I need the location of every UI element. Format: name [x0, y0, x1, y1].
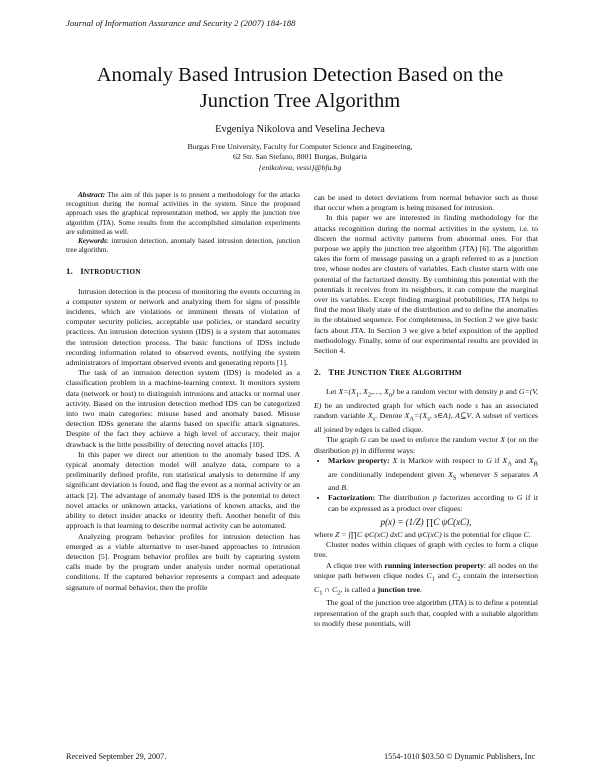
copyright-notice: 1554-1010 $03.50 © Dynamic Publishers, Inc [384, 752, 536, 761]
abstract-text: The aim of this paper is to present a methodology for the attacks recognition during the normal activities in the system. Since the proposed approach uses the graphical representation method, we apply the junction tree algorithm (JTA). Some results from the accomplished simulation experiments are submitted as well. [66, 191, 300, 236]
factorization-item: • Factorization: The distribution p factorizes according to G if it can be expressed as a product over cliques: [328, 493, 538, 513]
jta-paragraph-3: Cluster nodes within cliques of graph with cycles to form a clique tree. [314, 540, 538, 560]
title-line-1: Anomaly Based Intrusion Detection Based on the [96, 64, 504, 86]
jta-paragraph-2: The graph G can be used to enforce the random vector X (or on the distribution p) in different ways: [314, 435, 538, 455]
author-email: {enikolova, vessi}@bfu.bg [258, 162, 342, 172]
right-column [314, 193, 538, 629]
intro-paragraph-1: Intrusion detection is the process of monitoring the events occurring in a computer system or network and analyzing them for signs of possible incidents, which are violations or imminent threats of violation of computer security policies, acceptable use policies, or standard security practices. An intrusion detection system (IDS) is a system that automates the intrusion detection process. The basic functions of IDSs include recording information related to observed events, notifying the system administrators of important observed events and generating reports [1]. [66, 286, 300, 368]
keywords-text: : intrusion detection, anomaly based intrusion detection, junction tree algorithm. [66, 237, 300, 255]
right-paragraph-1: can be used to detect deviations from normal behavior such as those that occur when a program is being misused for intrusion. [314, 193, 538, 213]
abstract-label: Abstract: [78, 191, 106, 199]
jta-paragraph-1: Let $X=(X_1$, $X_2,\dots$, $X_n$) be a random vector with density p and G=(V, E) be an undirected graph for which each node s has an associated random variable $X_s$. Denote $X_A=\{X_s$, s∈A}, A⊆V. A subset of vertices all joined by edges is called clique. [314, 387, 539, 435]
left-column [66, 191, 300, 593]
affiliation-line-1: Burgas Free University, Faculty for Computer Science and Engineering, [187, 142, 413, 151]
affiliation [0, 142, 600, 173]
factorization-equation: p(x) = (1/Z) ∏C ψC(xC), [380, 516, 472, 527]
section-2-heading: 2. THE JUNCTION TREE ALGORITHM [314, 367, 462, 378]
keywords-label: Keywords [78, 237, 107, 246]
running-head: Journal of Information Assurance and Security 2 (2007) 184-188 [66, 18, 296, 28]
intro-paragraph-4: Analyzing program behavior profiles for intrusion detection has emerged as a viable alternative to user-based approaches to intrusion detection [5]. Program behavior profiles are built by capturing system calls made by the program under analysis under normal operational conditions. If the captured behavior represents a compact and adequate signature of normal behavior, then the profile [66, 531, 300, 592]
property-list [314, 456, 538, 514]
keywords [66, 237, 300, 255]
title-line-2: Junction Tree Algorithm [199, 90, 401, 112]
received-date: Received September 29, 2007. [66, 752, 167, 761]
jta-paragraph-4: A clique tree with running intersection property: all nodes on the unique path between clique nodes $C_1$ and $C_2$ contain the intersection $C_1$ ∩ $C_2$, is called a junction tree. [314, 560, 539, 597]
intro-paragraph-3: In this paper we direct our attention to the anomaly based IDS. A typical anomaly detection model will analyze data, compare to a preliminarily defined profile, run statistical analysis to determine if any significant deviation is found, and flag the event as a normal activity or an attack [2]. The advantage of anomaly based IDS is the potential to detect novel attacks or unknown attacks, variations of known attacks, and the ability to detect insider attacks or identity theft. Another benefit of this approach is that learning to describe normal activity can be automated. [66, 449, 300, 531]
right-paragraph-2: In this paper we are interested in finding methodology for the attacks recognition during the normal activities in the system, i.e. to discern the normal activity patterns from abnormal ones. For that purpose we apply the junction tree algorithm (JTA) [6]. The algorithm takes the form of message passing on a graph referred to as a junction tree, whose nodes are clusters of variables. Each cluster starts with one potential of the factorized density. By combining this potential with the potentials it receives from its neighbors, it can compute the marginal over its variables. Except finding marginal probabilities, JTA helps to find the most likely state of the distribution and to define the anomalies in the obtained sequence. For completeness, in Section 2 we give basic facts about JTA. In Section 3 we give a brief exposition of the applied methodology. Finally, some of our experimental results are provided in Section 4. [314, 213, 538, 356]
paper-title [40, 62, 560, 114]
affiliation-line-2: 62 Str. San Stefano, 8001 Burgas, Bulgaria [233, 152, 367, 162]
abstract [66, 191, 300, 237]
section-1-heading: 1. INTRODUCTION [66, 266, 141, 277]
authors: Evgeniya Nikolova and Veselina Jecheva [215, 124, 385, 135]
markov-property-item: • Markov property: X is Markov with respect to G if $X_A$ and $X_B$ are conditionally independent given $X_S$ whenever S separates A and B. [328, 456, 538, 494]
where-clause: where Z = ∫∏C ψC(xC) dxC and ψC(xC) is the potential for clique C. [314, 530, 531, 540]
intro-paragraph-2: The task of an intrusion detection system (IDS) is modeled as a classification problem in a machine-learning context. It monitors system data (network or host) to distinguish intrusions and attacks or normal user activity. Based on the intrusion detection method IDS can be categorized into two main categories: misuse based and anomaly based. Misuse detection IDSs generate the alarms based on specific attack signatures. Despite of the fact they achieve a high level of accuracy, their major drawback is the little possibility of detecting novel attacks [10]. [66, 368, 300, 449]
jta-paragraph-5: The goal of the junction tree algorithm (JTA) is to define a potential representation of the graph such that, coupled with a suitable algorithm to modify these potentials, will [314, 598, 538, 628]
